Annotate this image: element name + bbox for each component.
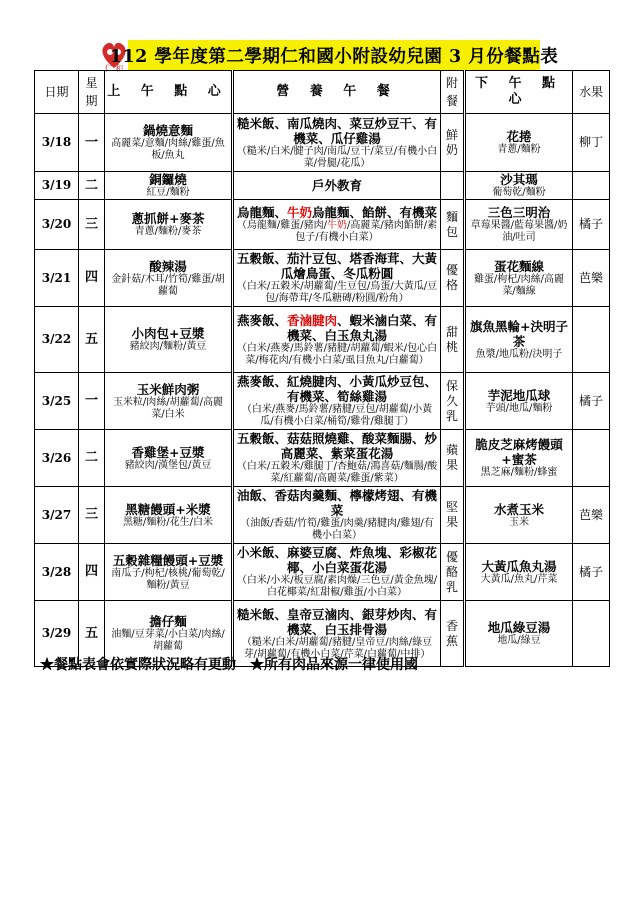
header-am-snack: 上 午 點 心 bbox=[105, 71, 233, 114]
row-weekday: 四 bbox=[79, 250, 105, 307]
row-weekday: 五 bbox=[79, 307, 105, 373]
pm-snack-cell bbox=[465, 601, 573, 667]
side-dish: 優酪乳 bbox=[441, 544, 465, 601]
lunch-main: 戶外教育 bbox=[311, 178, 362, 193]
lunch-ingredients: （白米/五穀米/胡蘿蔔/生豆包/鳥蛋/大黃瓜/豆包/海帶茸/冬瓜糖磚/粉圓/粉角） bbox=[236, 281, 438, 304]
am-snack-main: 玉米鮮肉粥 bbox=[136, 381, 200, 397]
table-row bbox=[35, 487, 610, 544]
pm-snack-cell bbox=[465, 172, 573, 200]
pm-snack-cell bbox=[465, 487, 573, 544]
lunch-main-highlight: 香滷腱肉 bbox=[286, 312, 337, 328]
fruit: 橘子 bbox=[573, 200, 610, 250]
table-row bbox=[35, 114, 610, 172]
lunch-main bbox=[236, 313, 438, 343]
side-dish: 香蕉 bbox=[441, 601, 465, 667]
lunch-cell bbox=[233, 250, 441, 307]
lunch-ingredients: （油飯/香菇/竹筍/雞蛋/肉羹/豬腱肉/雞翅/有機小白菜） bbox=[240, 518, 434, 541]
pm-snack-cell bbox=[465, 114, 573, 172]
lunch-main-part: 烏龍麵、餡餅、有機菜 bbox=[312, 205, 438, 220]
fruit: 芭樂 bbox=[573, 487, 610, 544]
fruit bbox=[573, 172, 610, 200]
row-weekday: 二 bbox=[79, 172, 105, 200]
pm-snack-main: 大黃瓜魚丸湯 bbox=[481, 558, 557, 574]
am-snack-ingredients: 黑糖/麵粉/花生/白米 bbox=[122, 516, 214, 528]
lunch-cell bbox=[233, 172, 441, 200]
lunch-ingredients: （糙米/白米/胡蘿蔔/豬腱/皇帝豆/肉絲/綠豆芽/胡蘿蔔/有機小白菜/芹菜/白蘿蔔/中排） bbox=[241, 636, 433, 660]
am-snack-ingredients: 高麗菜/意麵/肉絲/雞蛋/魚板/魚丸 bbox=[111, 138, 225, 161]
lunch-cell bbox=[233, 373, 441, 430]
pm-snack-ingredients: 芋頭/地瓜/麵粉 bbox=[485, 402, 553, 414]
am-snack-main: 黑糖饅頭+米漿 bbox=[125, 501, 211, 517]
am-snack-cell bbox=[105, 307, 233, 373]
pm-snack-main: 旗魚黑輪+決明子茶 bbox=[470, 318, 568, 349]
am-snack-cell bbox=[105, 373, 233, 430]
lunch-main: 糙米飯、南瓜燒肉、菜豆炒豆干、有機菜、瓜仔雞湯 bbox=[236, 115, 437, 146]
footer-notes bbox=[40, 654, 432, 674]
table-row bbox=[35, 307, 610, 373]
page-title: 112 學年度第二學期仁和國小附設幼兒園 3 月份餐點表 bbox=[109, 46, 559, 67]
lunch-sub-part: /高麗菜/豬肉餡餅/素包子/有機小白菜） bbox=[295, 220, 438, 243]
side-dish: 優格 bbox=[441, 250, 465, 307]
side-dish: 甜桃 bbox=[441, 307, 465, 373]
am-snack-ingredients: 青蔥/麵粉/麥茶 bbox=[134, 226, 202, 237]
header-lunch: 營 養 午 餐 bbox=[233, 71, 441, 114]
am-snack-main: 香雞堡+豆漿 bbox=[131, 444, 205, 460]
am-snack-ingredients: 南瓜子/枸杞/核桃/葡萄乾/麵粉/黃豆 bbox=[111, 567, 225, 591]
lunch-ingredients: （白米/燕麥/馬鈴薯/豬腱/豆包/胡蘿蔔/小黃瓜/有機小白菜/桶筍/雞骨/雞腿丁） bbox=[241, 404, 433, 427]
fruit: 芭樂 bbox=[573, 250, 610, 307]
row-date: 3/19 bbox=[35, 172, 79, 200]
side-dish: 蘋果 bbox=[441, 430, 465, 487]
lunch-sub-highlight: 牛奶 bbox=[327, 220, 347, 231]
pm-snack-cell bbox=[465, 200, 573, 250]
am-snack-ingredients: 油麵/豆芽菜/小白菜/肉絲/胡蘿蔔 bbox=[111, 629, 225, 652]
fruit bbox=[573, 601, 610, 667]
row-weekday: 二 bbox=[79, 430, 105, 487]
lunch-cell bbox=[233, 487, 441, 544]
row-date: 3/25 bbox=[35, 373, 79, 430]
side-dish: 鮮奶 bbox=[441, 114, 465, 172]
am-snack-cell bbox=[105, 430, 233, 487]
row-weekday: 一 bbox=[79, 114, 105, 172]
pm-snack-cell bbox=[465, 307, 573, 373]
am-snack-cell bbox=[105, 544, 233, 601]
lunch-main: 糙米飯、皇帝豆滷肉、銀芽炒肉、有機菜、白玉排骨湯 bbox=[236, 606, 437, 637]
pm-snack-main: 脆皮芝麻烤饅頭+蜜茶 bbox=[475, 437, 563, 467]
lunch-cell bbox=[233, 307, 441, 373]
lunch-cell bbox=[233, 544, 441, 601]
row-weekday: 一 bbox=[79, 373, 105, 430]
table-row bbox=[35, 250, 610, 307]
lunch-cell bbox=[233, 114, 441, 172]
footer-note-meat-source: ★所有肉品來源一律使用國 bbox=[250, 657, 418, 673]
pm-snack-main: 水煮玉米 bbox=[493, 501, 544, 517]
am-snack-main: 小肉包+豆漿 bbox=[131, 326, 205, 341]
lunch-main: 五穀飯、茄汁豆包、塔香海茸、大黃瓜燴鳥蛋、冬瓜粉圓 bbox=[236, 251, 437, 281]
pm-snack-ingredients: 玉米 bbox=[509, 516, 529, 528]
pm-snack-cell bbox=[465, 430, 573, 487]
lunch-ingredients bbox=[236, 220, 438, 244]
side-dish: 堅果 bbox=[441, 487, 465, 544]
side-dish: 麵包 bbox=[441, 200, 465, 250]
pm-snack-ingredients: 草莓果醬/藍莓果醬/奶油/吐司 bbox=[470, 220, 568, 243]
pm-snack-cell bbox=[465, 544, 573, 601]
am-snack-ingredients: 豬絞肉/麵粉/黃豆 bbox=[129, 341, 207, 352]
am-snack-main: 鍋燒意麵 bbox=[142, 123, 193, 138]
pm-snack-cell bbox=[465, 250, 573, 307]
header-weekday: 星期 bbox=[79, 71, 105, 114]
row-date: 3/26 bbox=[35, 430, 79, 487]
pm-snack-main: 三色三明治 bbox=[487, 205, 551, 220]
row-date: 3/21 bbox=[35, 250, 79, 307]
header-row bbox=[35, 71, 610, 114]
lunch-cell bbox=[233, 430, 441, 487]
row-weekday: 三 bbox=[79, 487, 105, 544]
side-dish: 保久乳 bbox=[441, 373, 465, 430]
am-snack-cell bbox=[105, 114, 233, 172]
row-date: 3/22 bbox=[35, 307, 79, 373]
pm-snack-ingredients: 魚漿/地瓜粉/決明子 bbox=[475, 348, 563, 360]
am-snack-main: 銅鑼燒 bbox=[149, 172, 187, 187]
lunch-ingredients: （糙米/白米/腱子肉/南瓜/豆干/菜豆/有機小白菜/骨腿/花瓜） bbox=[236, 145, 438, 169]
lunch-main bbox=[236, 205, 438, 220]
fruit bbox=[573, 307, 610, 373]
pm-snack-ingredients: 葡萄乾/麵粉 bbox=[492, 187, 546, 198]
pm-snack-cell bbox=[465, 373, 573, 430]
pm-snack-ingredients: 大黃瓜/魚丸/芹菜 bbox=[480, 573, 558, 585]
row-weekday: 五 bbox=[79, 601, 105, 667]
pm-snack-ingredients: 黑芝麻/麵粉/蜂蜜 bbox=[480, 467, 558, 478]
header-fruit: 水果 bbox=[573, 71, 610, 114]
menu-table bbox=[34, 70, 610, 667]
am-snack-cell bbox=[105, 172, 233, 200]
table-row bbox=[35, 430, 610, 487]
logo-text: 仁 和 bbox=[104, 64, 124, 73]
header-date: 日期 bbox=[35, 71, 79, 114]
am-snack-main: 五穀雜糧饅頭+豆漿 bbox=[112, 552, 224, 568]
lunch-main-part: 燕麥飯、 bbox=[236, 312, 287, 328]
lunch-cell bbox=[233, 200, 441, 250]
lunch-ingredients: （白米/小米/板豆腐/素肉燥/三色豆/黃金魚塊/白花椰菜/紅甜椒/雞蛋/小白菜） bbox=[236, 575, 438, 598]
row-date: 3/20 bbox=[35, 200, 79, 250]
row-date: 3/29 bbox=[35, 601, 79, 667]
row-date: 3/28 bbox=[35, 544, 79, 601]
fruit: 橘子 bbox=[573, 544, 610, 601]
am-snack-ingredients: 玉米粒/肉絲/胡蘿蔔/高麗菜/白米 bbox=[112, 396, 224, 420]
table-row bbox=[35, 172, 610, 200]
lunch-ingredients: （白米/燕麥/馬鈴薯/豬腱/胡蘿蔔/蝦米/包心白菜/梅花肉/有機小白菜/虱目魚丸/白蘿蔔） bbox=[236, 342, 438, 366]
header-pm-snack: 下 午 點 心 bbox=[465, 71, 573, 114]
lunch-main-highlight: 牛奶 bbox=[286, 205, 312, 220]
table-row bbox=[35, 373, 610, 430]
am-snack-ingredients: 紅豆/麵粉 bbox=[146, 187, 190, 198]
am-snack-cell bbox=[105, 200, 233, 250]
lunch-ingredients: （白米/五穀米/雞腿丁/杏鮑菇/鴻喜菇/麵腸/酸菜/紅蘿蔔/高麗菜/雞蛋/紫菜） bbox=[236, 461, 438, 484]
fruit bbox=[573, 430, 610, 487]
header-side: 附餐 bbox=[441, 71, 465, 114]
pm-snack-main: 地瓜綠豆湯 bbox=[487, 620, 551, 635]
lunch-main-part: 、蝦米滷白菜、有機菜、白玉魚丸湯 bbox=[286, 312, 438, 343]
title-bar bbox=[109, 40, 559, 70]
table-row bbox=[35, 200, 610, 250]
row-date: 3/18 bbox=[35, 114, 79, 172]
pm-snack-main: 沙其瑪 bbox=[500, 172, 538, 187]
lunch-main: 五穀飯、菇菇照燒雞、酸菜麵腸、炒高麗菜、紫菜蛋花湯 bbox=[236, 431, 437, 461]
am-snack-cell bbox=[105, 250, 233, 307]
fruit: 柳丁 bbox=[573, 114, 610, 172]
pm-snack-ingredients: 地瓜/綠豆 bbox=[497, 635, 541, 646]
pm-snack-main: 花捲 bbox=[506, 129, 532, 144]
am-snack-main: 蔥抓餅+麥茶 bbox=[131, 211, 205, 226]
lunch-sub-part: （烏龍麵/雞蛋/豬肉/ bbox=[236, 220, 327, 231]
fruit: 橘子 bbox=[573, 373, 610, 430]
row-date: 3/27 bbox=[35, 487, 79, 544]
am-snack-ingredients: 豬絞肉/漢堡包/黃豆 bbox=[124, 459, 212, 471]
lunch-main: 燕麥飯、紅燒腱肉、小黃瓜炒豆包、有機菜、筍絲雞湯 bbox=[236, 374, 437, 404]
lunch-main: 小米飯、麻婆豆腐、炸魚塊、彩椒花椰、小白菜蛋花湯 bbox=[236, 545, 437, 575]
side-dish bbox=[441, 172, 465, 200]
table-row bbox=[35, 544, 610, 601]
pm-snack-main: 蛋花麵線 bbox=[493, 258, 544, 274]
row-weekday: 四 bbox=[79, 544, 105, 601]
lunch-main-part: 烏龍麵、 bbox=[236, 205, 287, 220]
footer-note-changes: ★餐點表會依實際狀況略有更動 bbox=[40, 657, 236, 673]
row-weekday: 三 bbox=[79, 200, 105, 250]
pm-snack-main: 芋泥地瓜球 bbox=[487, 387, 551, 403]
am-snack-cell bbox=[105, 487, 233, 544]
am-snack-main: 酸辣湯 bbox=[149, 258, 187, 274]
pm-snack-ingredients: 雞蛋/枸杞/肉絲/高麗菜/麵線 bbox=[473, 273, 565, 297]
am-snack-ingredients: 金針菇/木耳/竹筍/雞蛋/胡蘿蔔 bbox=[111, 273, 225, 297]
lunch-main: 油飯、香菇肉羹麵、檸檬烤翅、有機菜 bbox=[236, 488, 437, 518]
pm-snack-ingredients: 青蔥/麵粉 bbox=[497, 144, 541, 155]
am-snack-main: 擔仔麵 bbox=[149, 614, 187, 629]
